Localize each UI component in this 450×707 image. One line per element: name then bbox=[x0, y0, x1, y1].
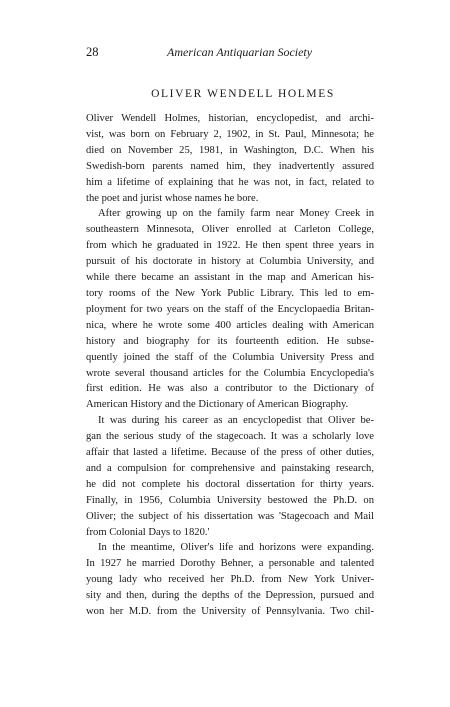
text-line: quently joined the staff of the Columbia University Press and bbox=[86, 351, 374, 363]
section-heading: OLIVER WENDELL HOLMES bbox=[151, 88, 335, 100]
text-line: southeastern Minnesota, Oliver enrolled at Carleton College, bbox=[86, 224, 374, 236]
text-line: tory rooms of the New York Public Library. This led to em- bbox=[86, 287, 374, 299]
text-line: Oliver; the subject of his dissertation was 'Stagecoach and Mail bbox=[86, 510, 374, 522]
text-line: won her M.D. from the University of Pennsylvania. Two chil- bbox=[86, 606, 374, 618]
text-line: he did not complete his doctoral dissertation for thirty years. bbox=[86, 478, 374, 490]
text-line: ployment for two years on the staff of the Encyclopaedia Britan- bbox=[86, 303, 374, 315]
text-line: American History and the Dictionary of American Biography. bbox=[86, 399, 349, 411]
text-line: gan the serious study of the stagecoach. It was a scholarly love bbox=[86, 431, 374, 443]
text-line: nica, where he wrote some 400 articles dealing with American bbox=[86, 319, 374, 331]
text-line: died on November 25, 1981, in Washington, D.C. When his bbox=[86, 144, 374, 156]
text-line: first edition. He was also a contributor to the Dictionary of bbox=[86, 383, 374, 395]
text-line: It was during his career as an encyclopedist that Oliver be- bbox=[98, 415, 374, 427]
page-number: 28 bbox=[86, 45, 99, 59]
text-line: After growing up on the family farm near Money Creek in bbox=[98, 208, 374, 220]
text-line: vist, was born on February 2, 1902, in St. Paul, Minnesota; he bbox=[86, 128, 374, 140]
text-line: and a compulsion for comprehensive and painstaking research, bbox=[86, 462, 374, 474]
text-line: affair that lasted a lifetime. Because of the press of other duties, bbox=[86, 447, 374, 459]
text-line: the poet and jurist whose names he bore. bbox=[86, 192, 259, 204]
text-line: In 1927 he married Dorothy Behner, a personable and talented bbox=[86, 558, 374, 570]
text-line: Swedish-born parents named him, they inadvertently assured bbox=[86, 160, 374, 172]
text-line: sity and then, during the depths of the Depression, pursued and bbox=[86, 590, 374, 602]
text-line: In the meantime, Oliver's life and horizons were expanding. bbox=[98, 542, 374, 554]
text-line: from which he graduated in 1922. He then spent three years in bbox=[86, 240, 374, 252]
text-line: wrote several thousand articles for the Columbia Encyclopedia's bbox=[86, 367, 374, 379]
text-line: Finally, in 1956, Columbia University bestowed the Ph.D. on bbox=[86, 494, 374, 506]
text-line: young lady who received her Ph.D. from New York Univer- bbox=[86, 574, 374, 586]
text-line: pursuit of his doctorate in history at Columbia University, and bbox=[86, 256, 374, 268]
text-line: history and biography for its fourteenth edition. He subse- bbox=[86, 335, 374, 347]
journal-title: American Antiquarian Society bbox=[167, 45, 313, 59]
body-text bbox=[86, 111, 374, 620]
text-line: from Colonial Days to 1820.' bbox=[86, 526, 210, 538]
text-line: while there became an assistant in the map and American his- bbox=[86, 272, 374, 284]
text-line: Oliver Wendell Holmes, historian, encyclopedist, and archi- bbox=[86, 113, 374, 124]
running-head bbox=[86, 45, 372, 61]
text-line: him a lifetime of explaining that he was not, in fact, related to bbox=[86, 176, 374, 188]
